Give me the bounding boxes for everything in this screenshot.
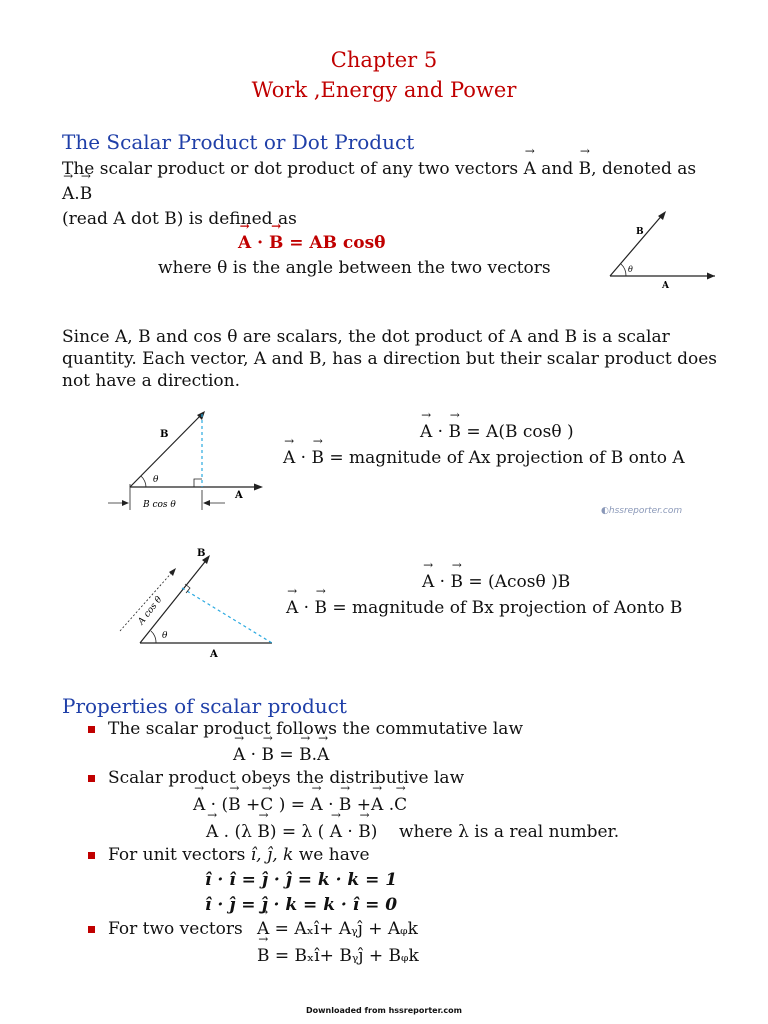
label-bcos: B cos θ — [143, 500, 176, 510]
label-theta: θ — [162, 631, 168, 641]
intro-text: The scalar product or dot product of any two vectors → A and → B, denoted as — [62, 158, 734, 180]
property-commutative: The scalar product follows the commutative law — [108, 719, 523, 739]
bullet-marker — [88, 926, 95, 933]
projection2-eq1: → A · → B = (Acosθ )B — [422, 572, 570, 592]
dimension-arrowhead-top — [169, 568, 176, 576]
distributive-formula: → A · (→ B +→ C ) = → A · → B +→ A .→ C — [193, 795, 407, 815]
figure-projection-b-on-a — [100, 400, 270, 518]
vector-a-arrowhead — [254, 484, 263, 491]
label-b: B — [636, 227, 644, 237]
where-theta-text: where θ is the angle between the two vectors — [158, 258, 551, 278]
label-a: A — [235, 490, 243, 501]
property-two-vectors: For two vectors — [108, 919, 243, 939]
footer-download-note: Downloaded from hssreporter.com — [306, 1006, 462, 1015]
dimension-arrowhead-left — [122, 500, 129, 506]
vector-b-line — [130, 413, 203, 487]
unit-dot-same: î · î = ĵ · ĵ = k · k = 1 — [205, 870, 398, 890]
projection-eq1: → A · → B = A(B cosθ ) — [420, 422, 574, 442]
label-acos: A cos θ — [136, 594, 165, 627]
angle-arc — [151, 631, 156, 643]
unit-dot-different: î · ĵ = ĵ · k = k · î = 0 — [205, 895, 398, 915]
figure-projection-a-on-b — [112, 543, 287, 663]
label-b: B — [197, 548, 206, 559]
vector-a-arrowhead — [707, 273, 715, 280]
section-heading-dot-product: The Scalar Product or Dot Product — [62, 130, 415, 154]
angle-arc — [621, 264, 626, 276]
label-b: B — [160, 429, 169, 440]
bullet-marker — [88, 726, 95, 733]
read-as-text: (read A dot B) is defined as — [62, 209, 297, 229]
watermark: ◐hssreporter.com — [601, 506, 683, 516]
label-a: A — [662, 281, 669, 291]
vector-b-components: → B = Bₓî+ Bᵧĵ + Bᵩk — [257, 946, 419, 966]
figure-angle-between-vectors — [600, 206, 725, 294]
property-distributive: Scalar product obeys the distributive law — [108, 768, 465, 788]
label-theta: θ — [153, 475, 159, 485]
label-a: A — [210, 649, 218, 660]
chapter-title: Work ,Energy and Power — [251, 78, 517, 102]
label-theta: θ — [628, 265, 633, 274]
section-heading-properties: Properties of scalar product — [62, 694, 347, 718]
lambda-formula: → A . (λ → B) = λ ( → A · → B) where λ is a real number. — [206, 822, 619, 842]
commutative-formula: → A · → B = → B.→ A — [233, 745, 329, 765]
right-angle-mark — [194, 479, 202, 487]
scalar-explanation: Since A, B and cos θ are scalars, the dot product of A and B is a scalar quantity. Each vector, A and B, has a direction but their scalar product does not have a direction. — [62, 327, 717, 391]
watermark-logo-icon: ◐ — [601, 506, 609, 516]
angle-arc — [141, 476, 146, 487]
dimension-arrowhead-right — [203, 500, 210, 506]
intro-notation: → A.→ B — [62, 183, 734, 205]
property-unit-vectors: For unit vectors î, ĵ, k we have — [108, 845, 370, 865]
projection2-eq2: → A · → B = magnitude of Bx projection of Aonto B — [286, 598, 682, 618]
definition-formula: → A · → B = AB cosθ — [238, 233, 386, 253]
vector-b-line — [610, 213, 664, 276]
bullet-marker — [88, 852, 95, 859]
vector-a-components: → A = Aₓî+ Aᵧĵ + Aᵩk — [257, 919, 418, 939]
chapter-number: Chapter 5 — [330, 48, 438, 72]
bullet-marker — [88, 775, 95, 782]
projection-dashed-line — [182, 588, 272, 643]
projection-eq2: → A · → B = magnitude of Ax projection of B onto A — [283, 448, 685, 468]
